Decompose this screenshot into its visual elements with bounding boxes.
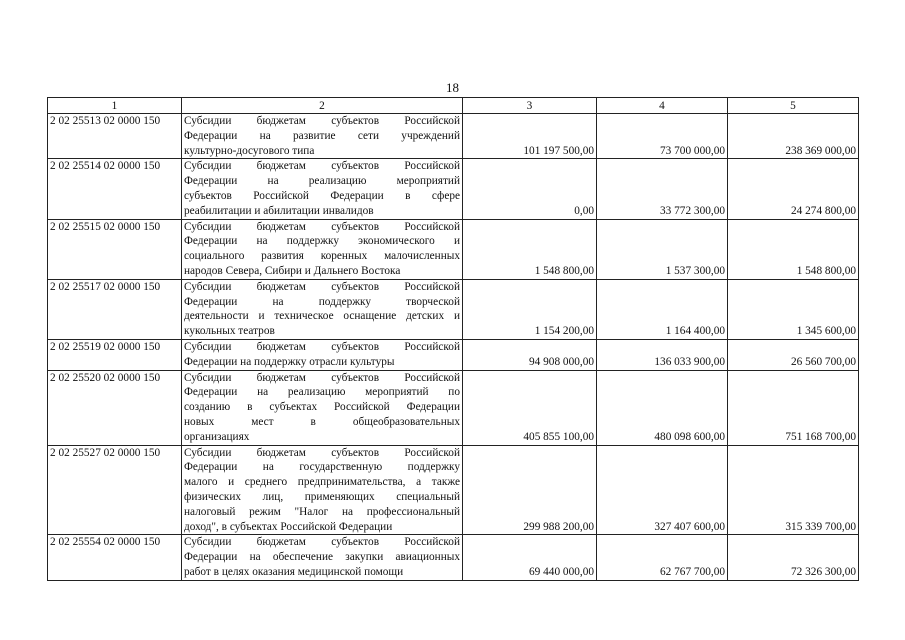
description-line: Субсидии бюджетам субъектов Российской bbox=[184, 280, 460, 293]
description-line: Федерации на развитие сети учреждений bbox=[184, 129, 460, 142]
amount-col-3: 299 988 200,00 bbox=[463, 445, 597, 535]
header-col-5: 5 bbox=[728, 98, 859, 114]
amount-col-4: 73 700 000,00 bbox=[597, 114, 728, 159]
header-col-4: 4 bbox=[597, 98, 728, 114]
description-line: Субсидии бюджетам субъектов Российской bbox=[184, 115, 460, 127]
description-line: культурно-досугового типа bbox=[184, 144, 315, 157]
budget-code-cell: 2 02 25515 02 0000 150 bbox=[48, 219, 182, 279]
table-row bbox=[48, 339, 859, 370]
description-line: малого и среднего предпринимательства, а также bbox=[184, 476, 460, 489]
description-line: работ в целях оказания медицинской помощи bbox=[184, 565, 404, 578]
amount-col-5: 24 274 800,00 bbox=[728, 159, 859, 219]
description-line: налоговый режим "Налог на профессиональный bbox=[184, 505, 460, 518]
description-line: новых мест в общеобразовательных bbox=[184, 415, 460, 428]
description-line: доход", в субъектах Российской Федерации bbox=[184, 520, 393, 533]
description-line: Федерации на поддержку творческой bbox=[184, 295, 460, 308]
description-line: Федерации на обеспечение закупки авиационных bbox=[184, 551, 460, 564]
description-cell bbox=[182, 159, 463, 219]
table-row bbox=[48, 279, 859, 339]
budget-code-cell: 2 02 25519 02 0000 150 bbox=[48, 339, 182, 370]
amount-col-4: 1 164 400,00 bbox=[597, 279, 728, 339]
description-line: Субсидии бюджетам субъектов Российской bbox=[184, 340, 460, 353]
description-cell bbox=[182, 279, 463, 339]
table-row bbox=[48, 114, 859, 159]
description-line: Субсидии бюджетам субъектов Российской bbox=[184, 371, 460, 384]
description-line: организациях bbox=[184, 430, 250, 443]
description-line: социального развития коренных малочисленных bbox=[184, 250, 460, 263]
description-line: народов Севера, Сибири и Дальнего Востока bbox=[184, 264, 401, 277]
amount-col-3: 94 908 000,00 bbox=[463, 339, 597, 370]
amount-col-3: 1 154 200,00 bbox=[463, 279, 597, 339]
description-line: Субсидии бюджетам субъектов Российской bbox=[184, 446, 460, 459]
amount-col-3: 0,00 bbox=[463, 159, 597, 219]
amount-col-3: 101 197 500,00 bbox=[463, 114, 597, 159]
description-line: Федерации на государственную поддержку bbox=[184, 461, 460, 474]
description-line: физических лиц, применяющих специальный bbox=[184, 490, 460, 503]
amount-col-5: 1 345 600,00 bbox=[728, 279, 859, 339]
amount-col-4: 136 033 900,00 bbox=[597, 339, 728, 370]
budget-code-cell: 2 02 25514 02 0000 150 bbox=[48, 159, 182, 219]
amount-col-5: 315 339 700,00 bbox=[728, 445, 859, 535]
description-line: Субсидии бюджетам субъектов Российской bbox=[184, 536, 460, 549]
description-line: Федерации на поддержку отрасли культуры bbox=[184, 355, 395, 368]
description-cell bbox=[182, 114, 463, 159]
budget-table bbox=[47, 97, 859, 581]
amount-col-5: 1 548 800,00 bbox=[728, 219, 859, 279]
table-row bbox=[48, 219, 859, 279]
description-cell bbox=[182, 445, 463, 535]
amount-col-5: 26 560 700,00 bbox=[728, 339, 859, 370]
amount-col-4: 327 407 600,00 bbox=[597, 445, 728, 535]
description-cell bbox=[182, 339, 463, 370]
description-line: Федерации на реализацию мероприятий bbox=[184, 175, 460, 188]
budget-code-cell: 2 02 25520 02 0000 150 bbox=[48, 370, 182, 445]
table-row bbox=[48, 535, 859, 580]
amount-col-5: 751 168 700,00 bbox=[728, 370, 859, 445]
table-body bbox=[48, 114, 859, 581]
description-line: Субсидии бюджетам субъектов Российской bbox=[184, 160, 460, 173]
description-cell bbox=[182, 535, 463, 580]
amount-col-4: 62 767 700,00 bbox=[597, 535, 728, 580]
description-line: кукольных театров bbox=[184, 325, 275, 338]
header-row bbox=[48, 98, 859, 114]
amount-col-3: 69 440 000,00 bbox=[463, 535, 597, 580]
amount-col-4: 1 537 300,00 bbox=[597, 219, 728, 279]
amount-col-5: 72 326 300,00 bbox=[728, 535, 859, 580]
description-cell bbox=[182, 219, 463, 279]
description-line: субъектов Российской Федерации в сфере bbox=[184, 189, 460, 202]
budget-code-cell: 2 02 25517 02 0000 150 bbox=[48, 279, 182, 339]
description-line: Федерации на поддержку экономического и bbox=[184, 235, 460, 248]
amount-col-5: 238 369 000,00 bbox=[728, 114, 859, 159]
header-col-3: 3 bbox=[463, 98, 597, 114]
table-row bbox=[48, 370, 859, 445]
header-col-2: 2 bbox=[182, 98, 463, 114]
header-col-1: 1 bbox=[48, 98, 182, 114]
budget-code-cell: 2 02 25527 02 0000 150 bbox=[48, 445, 182, 535]
amount-col-4: 480 098 600,00 bbox=[597, 370, 728, 445]
budget-code-cell: 2 02 25554 02 0000 150 bbox=[48, 535, 182, 580]
amount-col-3: 405 855 100,00 bbox=[463, 370, 597, 445]
description-line: созданию в субъектах Российской Федерации bbox=[184, 401, 460, 414]
table-row bbox=[48, 445, 859, 535]
budget-code-cell: 2 02 25513 02 0000 150 bbox=[48, 114, 182, 159]
description-line: реабилитации и абилитации инвалидов bbox=[184, 204, 374, 217]
page-number: 18 bbox=[446, 80, 459, 95]
description-line: деятельности и техническое оснащение детских и bbox=[184, 310, 460, 323]
amount-col-3: 1 548 800,00 bbox=[463, 219, 597, 279]
amount-col-4: 33 772 300,00 bbox=[597, 159, 728, 219]
description-line: Федерации на реализацию мероприятий по bbox=[184, 386, 460, 399]
table-row bbox=[48, 159, 859, 219]
description-line: Субсидии бюджетам субъектов Российской bbox=[184, 220, 460, 233]
description-cell bbox=[182, 370, 463, 445]
